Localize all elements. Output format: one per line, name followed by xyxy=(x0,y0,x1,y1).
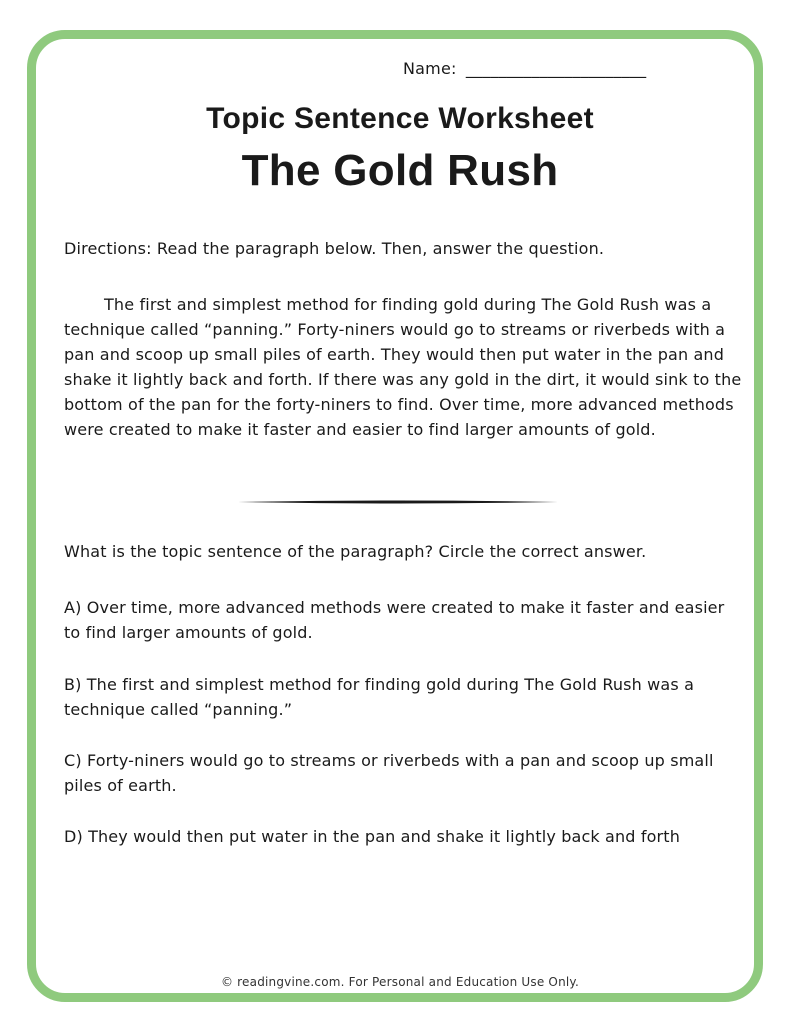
answer-option-b[interactable]: B) The first and simplest method for finding gold during The Gold Rush was a technique called “panning.” xyxy=(64,675,695,719)
answer-option-a[interactable]: A) Over time, more advanced methods were created to make it faster and easier to find larger amounts of gold. xyxy=(64,598,725,642)
directions-text: Directions: Read the paragraph below. Then, answer the question. xyxy=(64,239,605,258)
copyright-footer: © readingvine.com. For Personal and Education Use Only. xyxy=(220,975,580,989)
answer-option-d[interactable]: D) They would then put water in the pan and shake it lightly back and forth xyxy=(64,827,680,846)
name-blank-line[interactable]: ______________________ xyxy=(465,59,647,78)
answer-option-c[interactable]: C) Forty-niners would go to streams or riverbeds with a pan and scoop up small piles of earth. xyxy=(64,751,714,795)
question-text: What is the topic sentence of the paragraph? Circle the correct answer. xyxy=(64,542,647,561)
worksheet-title: The Gold Rush xyxy=(241,146,559,195)
name-label: Name: xyxy=(403,59,457,78)
name-field[interactable] xyxy=(403,59,646,78)
passage-paragraph: The first and simplest method for finding gold during The Gold Rush was a technique called “panning.” Forty-niners would go to streams or riverbeds with a pan and scoop up small piles of earth. They would then put water in the pan and shake it lightly back and forth. If there was any gold in the dirt, it would sink to the bottom of the pan for the forty-niners to find. Over time, more advanced methods were created to make it faster and easier to find larger amounts of gold. xyxy=(64,295,742,439)
section-divider xyxy=(238,499,558,505)
worksheet-subtitle: Topic Sentence Worksheet xyxy=(206,102,594,135)
